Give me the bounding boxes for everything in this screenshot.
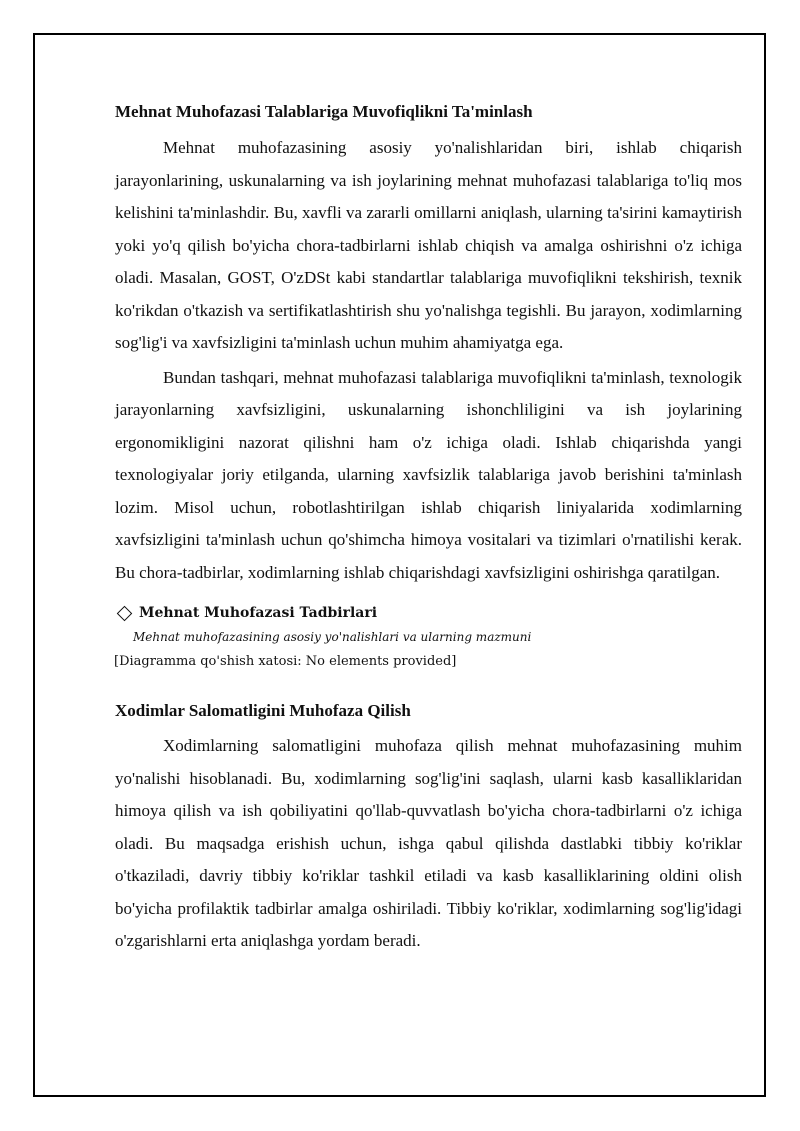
diagram-title: Mehnat Muhofazasi Tadbirlari: [139, 605, 378, 621]
paragraph: Xodimlarning salomatligini muhofaza qilish mehnat muhofazasining muhim yo'nalishi hisoblanadi. Bu, xodimlarning sog'lig'ini saqlash, ularni kasb kasalliklaridan himoya qilish va ish qobiliyatini qo'llab-quvvatlash bo'yicha chora-tadbirlarni o'z ichiga oladi. Bu maqsadga erishish uchun, ishga qabul qilishda dastlabki tibbiy ko'riklar o'tkaziladi, davriy tibbiy ko'riklar tashkil etiladi va kasb kasalliklarining oldini olish bo'yicha profilaktik tadbirlar amalga oshiriladi. Tibbiy ko'riklar, xodimlarning sog'lig'idagi o'zgarishlarni erta aniqlashga yordam beradi.: [115, 736, 742, 950]
section-heading: Mehnat Muhofazasi Talablariga Muvofiqlikni Ta'minlash: [115, 102, 533, 121]
diagram-title-row: [115, 603, 742, 623]
document-content: [115, 96, 742, 958]
diagram-block: [115, 603, 742, 672]
section-heading: Xodimlar Salomatligini Muhofaza Qilish: [115, 701, 411, 720]
diamond-icon: [117, 605, 133, 621]
diagram-error-message: [Diagramma qo'shish xatosi: No elements provided]: [114, 654, 457, 669]
paragraph: Bundan tashqari, mehnat muhofazasi talablariga muvofiqlikni ta'minlash, texnologik jarayonlarning xavfsizligini, uskunalarning ishonchliligini va ish joylarining ergonomikligini nazorat qilishni ham o'z ichiga oladi. Ishlab chiqarishda yangi texnologiyalar joriy etilganda, ularning xavfsizlik talablariga javob berishini ta'minlash lozim. Misol uchun, robotlashtirilgan ishlab chiqarish liniyalarida xodimlarning xavfsizligini ta'minlash uchun qo'shimcha himoya vositalari va tizimlari o'rnatilishi kerak. Bu chora-tadbirlar, xodimlarning ishlab chiqarishdagi xavfsizligini oshirishga qaratilgan.: [115, 367, 742, 582]
diagram-subtitle: Mehnat muhofazasining asosiy yo'nalishlari va ularning mazmuni: [133, 630, 532, 644]
paragraph: Mehnat muhofazasining asosiy yo'nalishlaridan biri, ishlab chiqarish jarayonlarining, uskunalarning va ish joylarining mehnat muhofazasi talablariga to'liq mos kelishini ta'minlashdir. Bu, xavfli va zararli omillarni aniqlash, ularning ta'sirini kamaytirish yoki yo'q qilish bo'yicha chora-tadbirlarni ishlab chiqish va amalga oshirishni o'z ichiga oladi. Masalan, GOST, O'zDSt kabi standartlar talablariga muvofiqlikni tekshirish, texnik ko'rikdan o'tkazish va sertifikatlashtirish shu yo'nalishga tegishli. Bu jarayon, xodimlarning sog'lig'i va xavfsizligini ta'minlash uchun muhim ahamiyatga ega.: [115, 138, 742, 352]
